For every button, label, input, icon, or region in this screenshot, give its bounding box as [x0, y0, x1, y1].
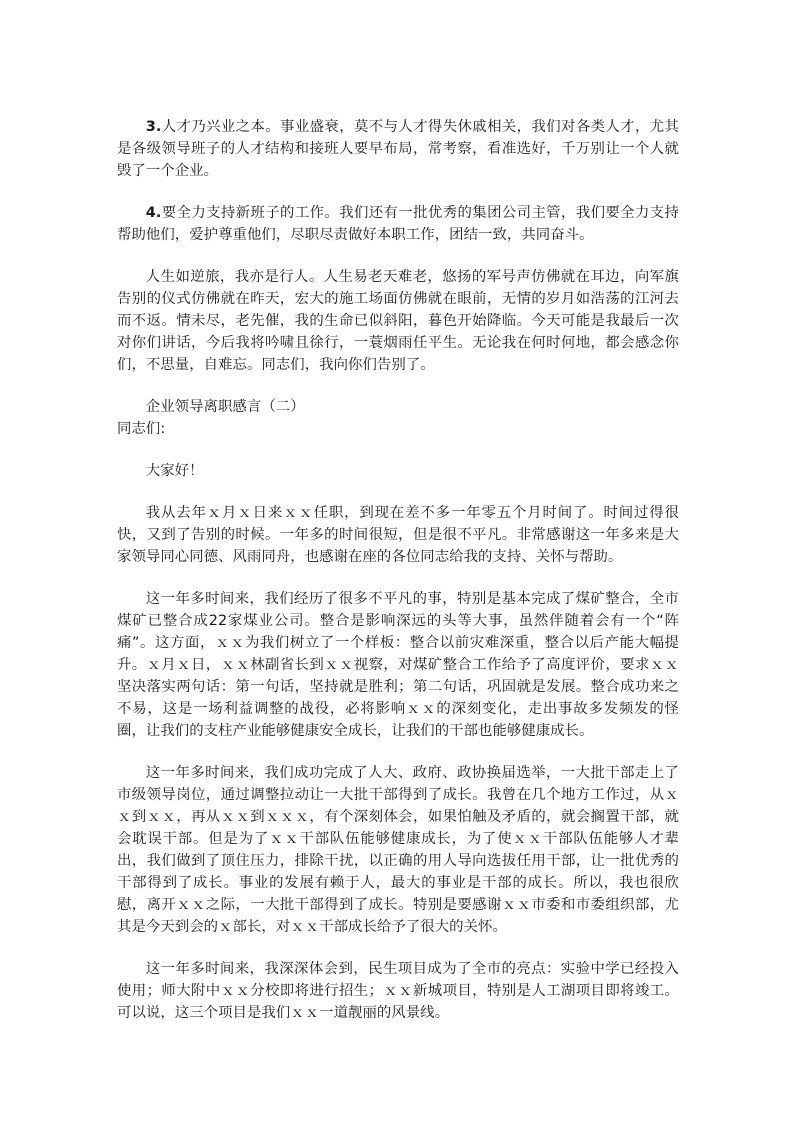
paragraph-text: 要全力支持新班子的工作。我们还有一批优秀的集团公司主管，我们要全力支持帮助他们，爱护尊重他们，尽职尽责做好本职工作，团结一致，共同奋斗。: [117, 205, 679, 243]
paragraph-cadre-growth: 这一年多时间来，我们成功完成了人大、政府、政协换届选举，一大批干部走上了市级领导岗位，通过调整拉动让一大批干部得到了成长。我曾在几个地方工作过，从ｘｘ到ｘｘ，再从ｘｘ到ｘｘｘ，有个深刻体会，如果怕触及矛盾的，就会搁置干部，就会耽误干部。但是为了ｘｘ干部队伍能够健康成长，为了使ｘｘ干部队伍能够人才辈出，我们做到了顶住压力，排除干扰，以正确的用人导向选拔任用干部，让一批优秀的干部得到了成长。事业的发展有赖于人，最大的事业是干部的成长。所以，我也很欣慰，离开ｘｘ之际，一大批干部得到了成长。特别是要感谢ｘｘ市委和市委组织部，尤其是今天到会的ｘ部长，对ｘｘ干部成长给予了很大的关怀。: [117, 765, 679, 935]
paragraph-livelihood-projects: 这一年多时间来，我深深体会到，民生项目成为了全市的亮点：实验中学已经投入使用；师大附中ｘｘ分校即将进行招生；ｘｘ新城项目，特别是人工湖项目即将竣工。可以说，这三个项目是我们ｘｘ一道靓丽的风景线。: [117, 961, 679, 1021]
paragraph-talent: [117, 116, 679, 182]
salutation: 同志们:: [117, 421, 166, 437]
greeting: 大家好！: [145, 463, 204, 479]
paragraph-coal-integration: 这一年多时间来，我们经历了很多不平凡的事，特别是基本完成了煤矿整合，全市煤矿已整合成22家煤业公司。整合是影响深远的头等大事，虽然伴随着会有一个“阵痛”。这方面，ｘｘ为我们树立了一个样板：整合以前灾难深重，整合以后产能大幅提升。ｘ月ｘ日，ｘｘ林副省长到ｘｘ视察，对煤矿整合工作给予了高度评价，要求ｘｘ坚决落实两句话：第一句话，坚持就是胜利；第二句话，巩固就是发展。整合成功来之不易，这是一场利益调整的战役，必将影响ｘｘ的深刻变化，走出事故多发频发的怪圈，让我们的支柱产业能够健康安全成长，让我们的干部也能够健康成长。: [117, 591, 679, 739]
item-number: 3.: [145, 119, 162, 135]
document-body: [117, 116, 679, 1024]
paragraph-tenure: 我从去年ｘ月ｘ日来ｘｘ任职，到现在差不多一年零五个月时间了。时间过得很快，又到了告别的时候。一年多的时间很短，但是很不平凡。非常感谢这一年多来是大家领导同心同德、风雨同舟，也感谢在座的各位同志给我的支持、关怀与帮助。: [117, 505, 679, 565]
paragraph-text: 人生如逆旅，我亦是行人。人生易老天难老，悠扬的军号声仿佛就在耳边，向军旗告别的仪式仿佛就在昨天，宏大的施工场面仿佛就在眼前，无情的岁月如浩荡的江河去而不返。情未尽，老先催，我的生命已似斜阳，暮色开始降临。今天可能是我最后一次对你们讲话，今后我将吟啸且徐行，一蓑烟雨任平生。无论我在何时何地，都会感念你们，不思量，自难忘。同志们，我向你们告别了。: [117, 269, 679, 373]
section-heading: 企业领导离职感言（二）: [145, 399, 305, 415]
paragraph-farewell: [117, 266, 679, 376]
paragraph-text: 人才乃兴业之本。事业盛衰，莫不与人才得失休戚相关，我们对各类人才，尤其是各级领导班子的人才结构和接班人要早布局，常考察，看准选好，千万别让一个人就毁了一个企业。: [117, 119, 679, 179]
item-number: 4.: [145, 205, 162, 221]
paragraph-support-team: [117, 202, 679, 246]
